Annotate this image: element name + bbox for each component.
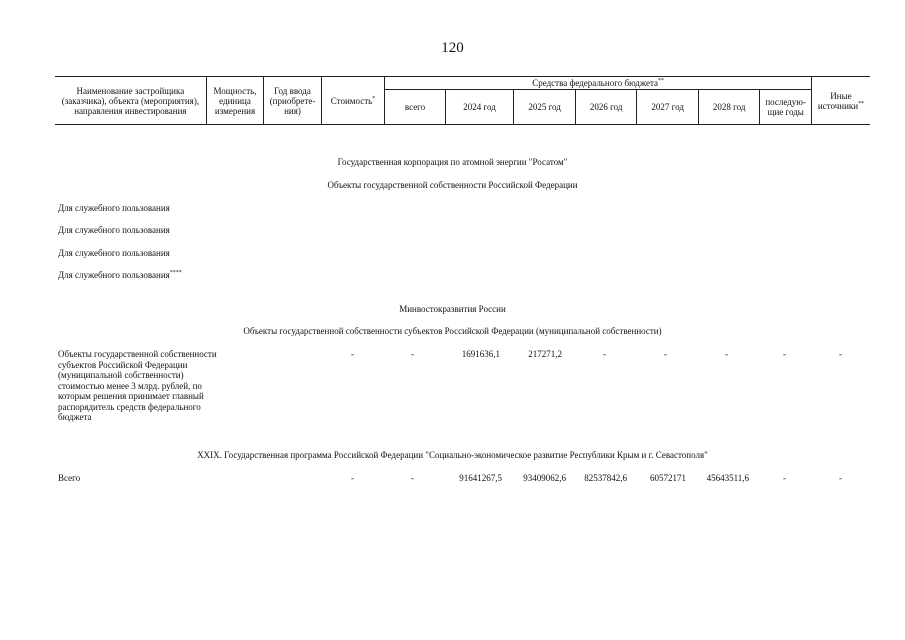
table-header [55,76,870,125]
section3-row-name: Всего [58,473,81,483]
section1-agency: Государственная корпорация по атомной энергии "Росатом" [337,157,568,167]
section2-2028: - [839,349,842,359]
header-cost [321,77,385,125]
header-2026: 2026 год [575,90,637,125]
section3-total: 93409062,6 [523,473,566,483]
section2-subtitle: Объекты государственной собственности субъектов Российской Федерации (муниципальной собственности) [243,326,662,336]
section3-2028: - [839,473,842,483]
section2-row-name: Объекты государственной собственности субъектов Российской Федерации (муниципальной собственности) стоимостью менее 3 млрд. рублей, по которым решения принимает главный распорядитель средств федерального бюджета [58,349,217,422]
header-federal-budget-mark: ** [658,78,665,84]
header-2027: 2027 год [637,90,699,125]
header-2028: 2028 год [698,90,760,125]
section3-2026: 45643511,6 [706,473,749,483]
section3-2027: - [783,473,786,483]
section2-total: 217271,2 [528,349,562,359]
section3-title: XXIX. Государственная программа Российской Федерации "Социально-экономическое развитие Республики Крым и г. Севастополя" [197,450,708,460]
header-federal-budget [385,77,812,90]
section3-cost: 91641267,5 [459,473,502,483]
section3-2025: 60572171 [650,473,686,483]
section2-agency: Минвостокразвития России [399,304,506,314]
header-2025: 2025 год [514,90,576,125]
page-number: 120 [441,40,464,56]
header-other [811,77,870,125]
header-2024: 2024 год [445,90,514,125]
header-cost-label: Стоимость [330,95,373,106]
service-item-4-label: Для служебного пользования [58,270,170,280]
section2-2025: - [664,349,667,359]
section2-year: - [411,349,414,359]
service-item-4-mark: **** [169,270,182,276]
section3-capacity: - [351,473,354,483]
section2-cost: 1691636,1 [461,349,500,359]
header-year: Год ввода (приобрете-ния) [264,77,321,125]
header-name: Наименование застройщика (заказчика), объекта (мероприятия), направления инвестирования [55,77,206,125]
section2-2024: - [603,349,606,359]
service-item-1: Для служебного пользования [58,203,170,213]
service-item-4 [58,270,182,280]
section2-capacity: - [351,349,354,359]
header-federal-budget-label: Средства федерального бюджета [532,78,659,88]
header-other-label: Иные источники [817,90,859,111]
header-total: всего [385,90,446,125]
header-cost-mark: * [372,95,376,102]
section3-2024: 82537842,6 [584,473,627,483]
section2-2026: - [725,349,728,359]
header-capacity: Мощность, единица измерения [206,77,263,125]
section2-2027: - [783,349,786,359]
service-item-3: Для служебного пользования [58,248,170,258]
header-later: последую-щие годы [760,90,812,125]
service-item-2: Для служебного пользования [58,225,170,235]
section1-subtitle: Объекты государственной собственности Российской Федерации [327,180,578,190]
section3-year: - [411,473,414,483]
header-other-mark: ** [858,100,865,107]
